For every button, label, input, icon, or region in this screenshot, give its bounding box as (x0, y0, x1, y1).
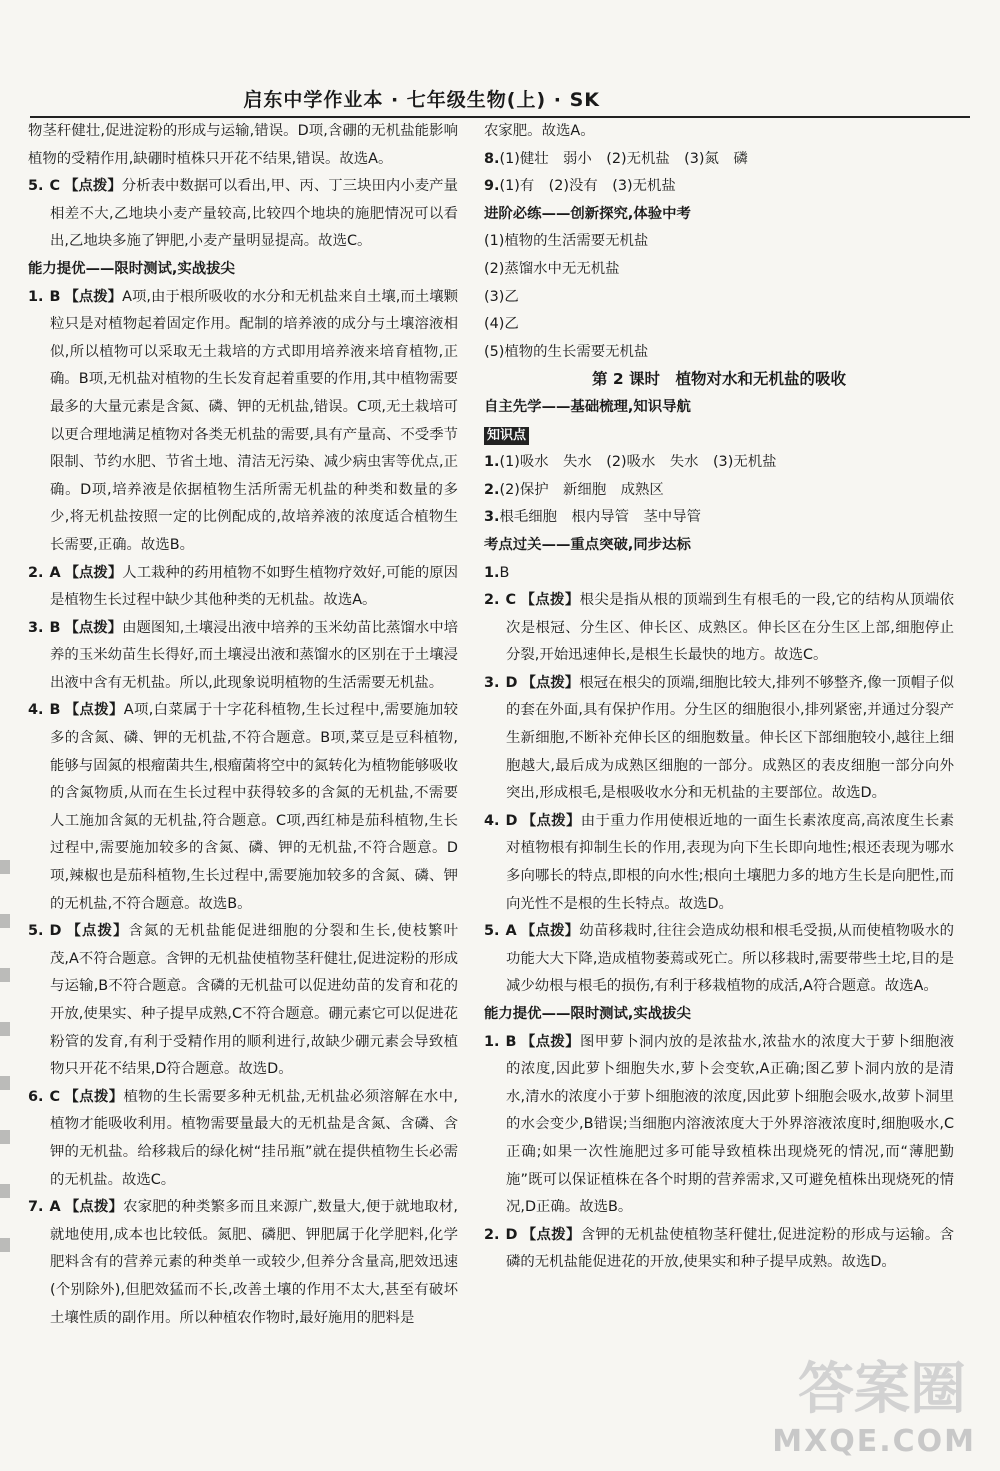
item-explanation: 幼苗移栽时,往往会造成幼根和根毛受损,从而使植物吸水的功能大大下降,造成植物萎蔫或死亡。所以移栽时,需要带些土坨,目的是减少幼根与根毛的损伤,有利于移栽植物的成活,A符合题意。故选A。 (506, 923, 954, 995)
item-tag: 【点拨】 (64, 619, 123, 636)
item-explanation: 人工栽种的药用植物不如野生植物疗效好,可能的原因是植物生长过程中缺少其他种类的无机盐。故选A。 (50, 564, 458, 609)
item-tag: 【点拨】 (65, 923, 129, 940)
answer-item (484, 670, 954, 808)
knowledge-badge: 知识点 (484, 427, 529, 445)
section-heading: 能力提优——限时测试,实战拔尖 (484, 1006, 691, 1022)
text-line: (1)植物的生活需要无机盐 (484, 233, 649, 250)
item-explanation: 图甲萝卜洞内放的是浓盐水,浓盐水的浓度大于萝卜细胞液的浓度,因此萝卜细胞失水,萝卜会变软,A正确;图乙萝卜洞内放的是清水,清水的浓度小于萝卜细胞液的浓度,因此萝卜细胞会吸水,故萝卜洞里的水会变少,B错误;当细胞内溶液浓度大于外界溶液浓度时,细胞吸水,C正确;如果一次性施肥过多可能导致植株出现烧死的情况,而“薄肥勤施”既可以保证植株在各个时期的营养需求,又可避免植株出现烧死的情况,D正确。故选B。 (506, 1033, 954, 1216)
page-header (30, 80, 970, 118)
knowledge-badge-row (484, 422, 954, 450)
section-heading: 考点过关——重点突破,同步达标 (484, 536, 691, 553)
item-explanation: 含氮的无机盐能促进细胞的分裂和生长,使枝繁叶茂,A不符合题意。含钾的无机盐使植物茎秆健壮,促进淀粉的形成与运输,B不符合题意。含磷的无机盐可以促进幼苗的发育和花的开放,使果实、种子提早成熟,C不符合题意。硼元素它可以促进花粉管的发育,有利于受精作用的顺利进行,故缺少硼元素会导致植物只开花不结果,D符合题意。故选D。 (50, 923, 458, 1078)
item-number: 9. (484, 178, 500, 195)
item-explanation: 根尖是指从根的顶端到生有根毛的一段,它的结构从顶端依次是根冠、分生区、伸长区、成熟区。伸长区在分生区上部,细胞停止分裂,开始迅速伸长,是根生长最快的地方。故选C。 (506, 592, 954, 664)
item-answer: B (49, 619, 61, 636)
answer-item (484, 1222, 954, 1277)
item-number: 5. (484, 923, 500, 940)
item-number: 1. (484, 454, 500, 471)
watermark-logo: 答案圈 (798, 1357, 966, 1422)
item-tag: 【点拨】 (520, 592, 580, 609)
item-explanation: 含钾的无机盐使植物茎秆健壮,促进淀粉的形成与运输。含磷的无机盐能促进花的开放,使果实和种子提早成熟。故选D。 (506, 1226, 954, 1271)
header-title: 启东中学作业本 · 七年级生物(上) · SK (243, 89, 600, 111)
watermark (772, 1339, 976, 1459)
answer-item: 8.(1)健壮 弱小 (2)无机盐 (3)氮 磷 (484, 150, 748, 167)
answer-item: 9.(1)有 (2)没有 (3)无机盐 (484, 178, 676, 195)
item-explanation: 农家肥的种类繁多而且来源广,数量大,便于就地取材,就地使用,成本也比较低。氮肥、磷肥、钾肥属于化学肥料,化学肥料含有的营养元素的种类单一或较少,但养分含量高,肥效迅速(个别除外),但肥效猛而不长,改善土壤的作用不太大,甚至有破坏土壤性质的副作用。所以种植农作物时,最好施用的肥料是 (50, 1199, 458, 1326)
item-number: 1. (484, 564, 500, 581)
answer-item (28, 1084, 458, 1194)
answer-item (484, 918, 954, 1001)
item-answer: D (505, 674, 518, 691)
left-column (28, 118, 458, 1332)
item-answer: A (505, 923, 517, 940)
section-heading: 自主先学——基础梳理,知识导航 (484, 398, 691, 415)
item-number: 3. (28, 619, 44, 636)
item-number: 6. (28, 1088, 44, 1105)
answer-item (28, 560, 458, 615)
item-number: 5. (28, 178, 44, 195)
item-tag: 【点拨】 (64, 288, 123, 305)
item-tag: 【点拨】 (64, 178, 122, 195)
text-line: (4)乙 (484, 316, 519, 333)
item-number: 3. (484, 509, 500, 526)
item-tag: 【点拨】 (521, 1226, 581, 1243)
section-heading: 进阶必练——创新探究,体验中考 (484, 205, 691, 222)
right-column (484, 118, 954, 1277)
item-explanation: 根冠在根尖的顶端,细胞比较大,排列不够整齐,像一顶帽子似的套在外面,具有保护作用。分生区的细胞很小,排列紧密,并通过分裂产生新细胞,不断补充伸长区的细胞数量。伸长区下部细胞较小,越往上细胞越大,最后成为成熟区细胞的一部分。成熟区的表皮细胞一部分向外突出,形成根毛,是根吸收水分和无机盐的主要部位。故选D。 (506, 674, 954, 802)
item-explanation: 植物的生长需要多种无机盐,无机盐必须溶解在水中,植物才能吸收利用。植物需要量最大的无机盐是含氮、含磷、含钾的无机盐。给移栽后的绿化树“挂吊瓶”就在提供植物生长必需的无机盐。故选C。 (50, 1088, 458, 1188)
answer-item: 2.(2)保护 新细胞 成熟区 (484, 481, 664, 498)
item-explanation: A项,白菜属于十字花科植物,生长过程中,需要施加较多的含氮、磷、钾的无机盐,不符合题意。B项,菜豆是豆科植物,能够与固氮的根瘤菌共生,根瘤菌将空中的氮转化为植物能够吸收的含氮物质,从而在生长过程中获得较多的含氮的无机盐,不需要人工施加含氮的无机盐,符合题意。C项,西红柿是茄科植物,生长过程中,需要施加较多的含氮、磷、钾的无机盐,不符合题意。D项,辣椒也是茄科植物,生长过程中,需要施加较多的含氮、磷、钾的无机盐,不符合题意。故选B。 (50, 702, 458, 912)
item-answer: B (49, 288, 61, 305)
item-tag: 【点拨】 (521, 812, 581, 829)
text-line: 农家肥。故选A。 (484, 123, 595, 139)
text-line: 物茎秆健壮,促进淀粉的形成与运输,错误。D项,含硼的无机盐能影响植物的受精作用,缺硼时植株只开花不结果,错误。故选A。 (28, 123, 458, 167)
answer-item (28, 918, 458, 1084)
answer-item (28, 1194, 458, 1332)
item-number: 8. (484, 150, 500, 167)
answer-item (484, 808, 954, 918)
item-explanation: 由题图知,土壤浸出液中培养的玉米幼苗比蒸馏水中培养的玉米幼苗生长得好,而土壤浸出液和蒸馏水的区别在于土壤浸出液中含有无机盐。所以,此现象说明植物的生活需要无机盐。 (50, 619, 458, 691)
item-number: 3. (484, 674, 500, 691)
text-line: (5)植物的生长需要无机盐 (484, 343, 649, 360)
item-tag: 【点拨】 (521, 674, 580, 691)
text-line: (2)蒸馏水中无无机盐 (484, 260, 620, 277)
lesson-title: 第 2 课时 植物对水和无机盐的吸收 (591, 370, 847, 389)
item-tag: 【点拨】 (64, 702, 124, 719)
answer-item (484, 1029, 954, 1222)
item-number: 2. (28, 564, 44, 581)
answer-item: 1.B (484, 564, 510, 581)
item-tag: 【点拨】 (520, 923, 580, 940)
binding-edge-marks (0, 860, 12, 1380)
answer-item: 3.根毛细胞 根内导管 茎中导管 (484, 509, 701, 526)
item-number: 2. (484, 1226, 500, 1243)
section-heading: 能力提优——限时测试,实战拔尖 (28, 260, 235, 277)
item-answer: D (49, 923, 62, 940)
item-number: 1. (28, 288, 44, 305)
item-tag: 【点拨】 (64, 1088, 124, 1105)
answer-item (28, 284, 458, 560)
item-explanation: 由于重力作用使根近地的一面生长素浓度高,高浓度生长素对植物根有抑制生长的作用,表现为向下生长即向地性;根还表现为哪水多向哪长的特点,即根的向水性;根向土壤肥力多的地方生长是向肥性,而向光性不是根的生长特点。故选D。 (506, 812, 954, 912)
item-number: 4. (484, 812, 500, 829)
answer-item (28, 697, 458, 918)
item-tag: 【点拨】 (520, 1033, 580, 1050)
item-explanation: A项,由于根所吸收的水分和无机盐来自土壤,而土壤颗粒只是对植物起着固定作用。配制的培养液的成分与土壤溶液相似,所以植物可以采取无土栽培的方式即用培养液来培育植物,正确。B项,无机盐对植物的生长发育起着重要的作用,其中植物需要最多的大量元素是含氮、磷、钾的无机盐,错误。C项,无土栽培可以更合理地满足植物对各类无机盐的需要,具有产量高、不受季节限制、节约水肥、节省土地、清洁无污染、减少病虫害等优点,正确。D项,培养液是依据植物生活所需无机盐的种类和数量的多少,将无机盐按照一定的比例配成的,故培养液的浓度适合植物生长需要,正确。故选B。 (50, 288, 458, 553)
item-answer: B (49, 702, 61, 719)
answer-item (28, 615, 458, 698)
answer-item (28, 173, 458, 256)
item-answer: A (49, 564, 61, 581)
answer-item (484, 587, 954, 670)
answer-item: 1.(1)吸水 失水 (2)吸水 失水 (3)无机盐 (484, 454, 777, 471)
item-number: 2. (484, 592, 500, 609)
item-answer: C (49, 178, 61, 195)
text-line: (3)乙 (484, 288, 519, 305)
item-tag: 【点拨】 (64, 564, 123, 581)
item-answer: A (49, 1199, 61, 1216)
item-answer: D (505, 1226, 518, 1243)
item-answer: B (505, 1033, 517, 1050)
item-number: 1. (484, 1033, 500, 1050)
item-explanation: 分析表中数据可以看出,甲、丙、丁三块田内小麦产量相差不大,乙地块小麦产量较高,比较四个地块的施肥情况可以看出,乙地块多施了钾肥,小麦产量明显提高。故选C。 (50, 178, 458, 250)
item-number: 2. (484, 481, 500, 498)
watermark-site: MXQE.COM (772, 1424, 976, 1459)
item-number: 5. (28, 923, 44, 940)
item-answer: D (505, 812, 518, 829)
item-tag: 【点拨】 (64, 1199, 124, 1216)
item-answer: C (505, 592, 517, 609)
item-answer: C (49, 1088, 61, 1105)
item-number: 4. (28, 702, 44, 719)
item-number: 7. (28, 1199, 44, 1216)
